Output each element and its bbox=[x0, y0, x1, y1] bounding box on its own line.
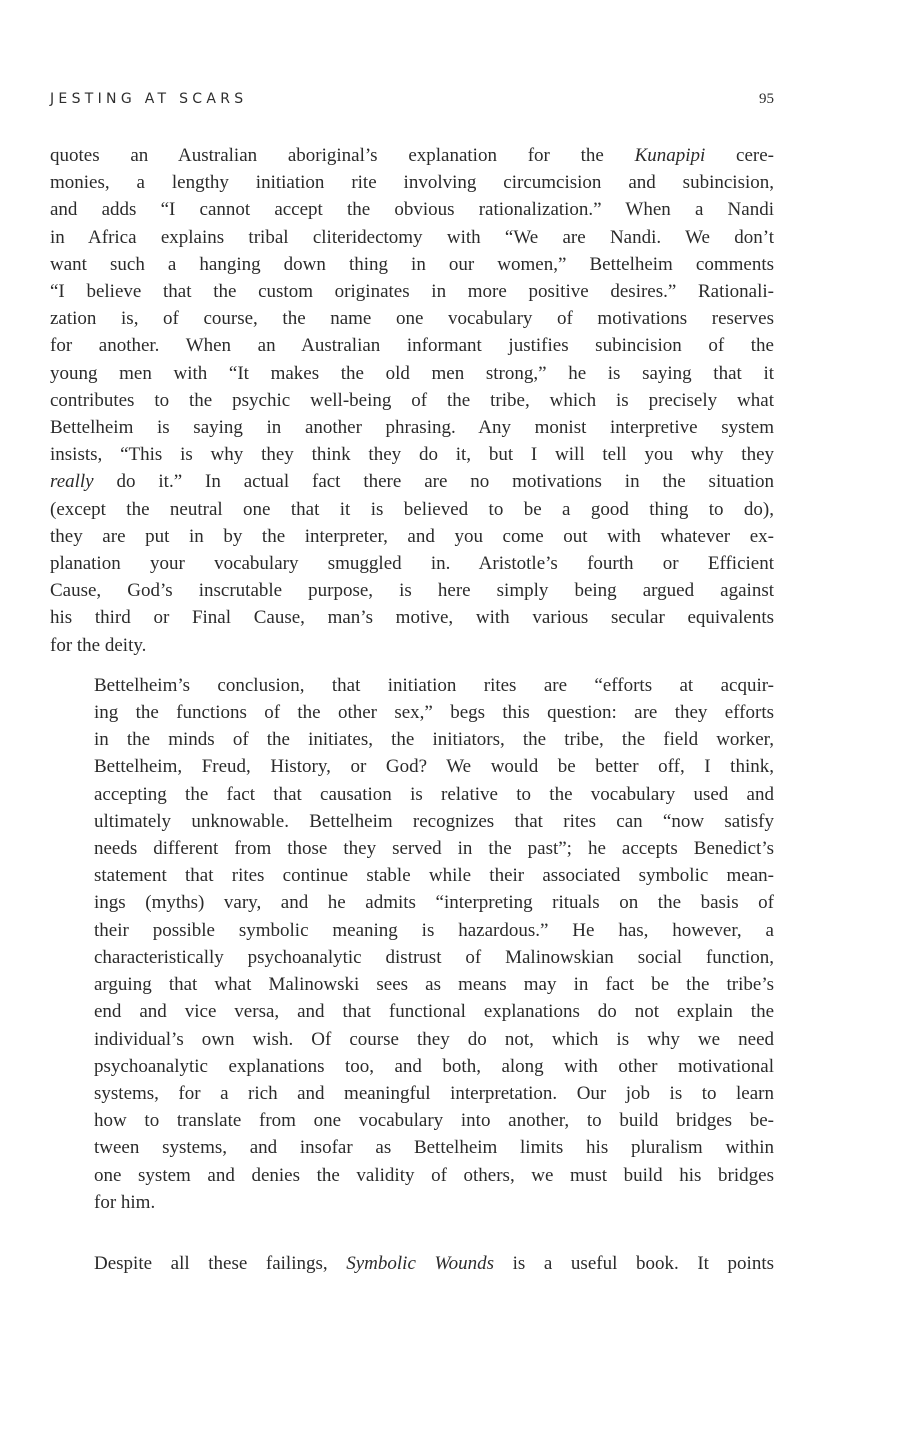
text-line: needs different from those they served in the past”; he accepts Benedict’s bbox=[94, 838, 774, 860]
italic-title: really bbox=[50, 471, 94, 493]
body-text bbox=[50, 142, 774, 1277]
text-line: Bettelheim is saying in another phrasing. Any monist interpretive system bbox=[50, 417, 774, 439]
running-title: JESTING AT SCARS bbox=[50, 91, 248, 107]
running-head bbox=[50, 88, 774, 114]
text-line: for the deity. bbox=[50, 634, 147, 656]
text-line: in the minds of the initiates, the initiators, the tribe, the field worker, bbox=[94, 729, 774, 751]
text-line: monies, a lengthy initiation rite involving circumcision and subincision, bbox=[50, 172, 774, 194]
text-line: insists, “This is why they think they do it, but I will tell you why they bbox=[50, 444, 774, 466]
text-line: Bettelheim’s conclusion, that initiation rites are “efforts at acquir- bbox=[94, 674, 774, 696]
text-line: one system and denies the validity of others, we must build his bridges bbox=[94, 1164, 774, 1186]
text-line: his third or Final Cause, man’s motive, with various secular equivalents bbox=[50, 607, 774, 629]
text-line: accepting the fact that causation is relative to the vocabulary used and bbox=[94, 783, 774, 805]
text-line: in Africa explains tribal cliteridectomy with “We are Nandi. We don’t bbox=[50, 226, 774, 248]
italic-title: Symbolic Wounds bbox=[346, 1252, 494, 1274]
text-line: young men with “It makes the old men strong,” he is saying that it bbox=[50, 362, 774, 384]
text-line: systems, for a rich and meaningful interpretation. Our job is to learn bbox=[94, 1082, 774, 1104]
text-line: want such a hanging down thing in our women,” Bettelheim comments bbox=[50, 253, 774, 275]
text-line: they are put in by the interpreter, and you come out with whatever ex- bbox=[50, 525, 774, 547]
book-page bbox=[50, 88, 774, 1277]
paragraph-1 bbox=[50, 142, 774, 659]
text-line: quotes an Australian aboriginal’s explanation for the Kunapipi cere- bbox=[50, 145, 774, 166]
paragraph-3 bbox=[50, 1250, 774, 1277]
text-line: ing the functions of the other sex,” begs this question: are they efforts bbox=[94, 702, 774, 724]
text-line: (except the neutral one that it is believed to be a good thing to do), bbox=[50, 498, 774, 520]
text-line: “I believe that the custom originates in more positive desires.” Rationali- bbox=[50, 281, 774, 303]
text-line: tween systems, and insofar as Bettelheim limits his pluralism within bbox=[94, 1137, 774, 1159]
text-line: their possible symbolic meaning is hazardous.” He has, however, a bbox=[94, 919, 774, 941]
text-line: Bettelheim, Freud, History, or God? We would be better off, I think, bbox=[94, 756, 774, 778]
text-line: for another. When an Australian informant justifies subincision of the bbox=[50, 335, 774, 357]
text-line: individual’s own wish. Of course they do not, which is why we need bbox=[94, 1028, 774, 1050]
text-line: contributes to the psychic well-being of the tribe, which is precisely what bbox=[50, 389, 774, 411]
text-line: characteristically psychoanalytic distrust of Malinowskian social function, bbox=[94, 946, 774, 968]
italic-title: Kunapipi bbox=[634, 145, 706, 166]
text-line: Cause, God’s inscrutable purpose, is here simply being argued against bbox=[50, 580, 774, 602]
page-number: 95 bbox=[759, 91, 774, 107]
text-line: how to translate from one vocabulary into another, to build bridges be- bbox=[94, 1110, 774, 1132]
text-line: for him. bbox=[94, 1191, 156, 1213]
text-line: arguing that what Malinowski sees as means may in fact be the tribe’s bbox=[94, 974, 774, 996]
text-line: statement that rites continue stable while their associated symbolic mean- bbox=[94, 865, 774, 887]
paragraph-2 bbox=[50, 672, 774, 1216]
text-line: and adds “I cannot accept the obvious rationalization.” When a Nandi bbox=[50, 199, 774, 221]
text-line: really do it.” In actual fact there are no motivations in the situation bbox=[50, 471, 774, 493]
text-line: psychoanalytic explanations too, and both, along with other motivational bbox=[94, 1055, 774, 1077]
text-line: zation is, of course, the name one vocabulary of motivations reserves bbox=[50, 308, 774, 330]
text-line: planation your vocabulary smuggled in. Aristotle’s fourth or Efficient bbox=[50, 553, 774, 575]
text-line: Despite all these failings, Symbolic Wounds is a useful book. It points bbox=[94, 1252, 774, 1274]
text-line: ings (myths) vary, and he admits “interpreting rituals on the basis of bbox=[94, 892, 774, 914]
text-line: end and vice versa, and that functional explanations do not explain the bbox=[94, 1001, 774, 1023]
text-line: ultimately unknowable. Bettelheim recognizes that rites can “now satisfy bbox=[94, 810, 774, 832]
